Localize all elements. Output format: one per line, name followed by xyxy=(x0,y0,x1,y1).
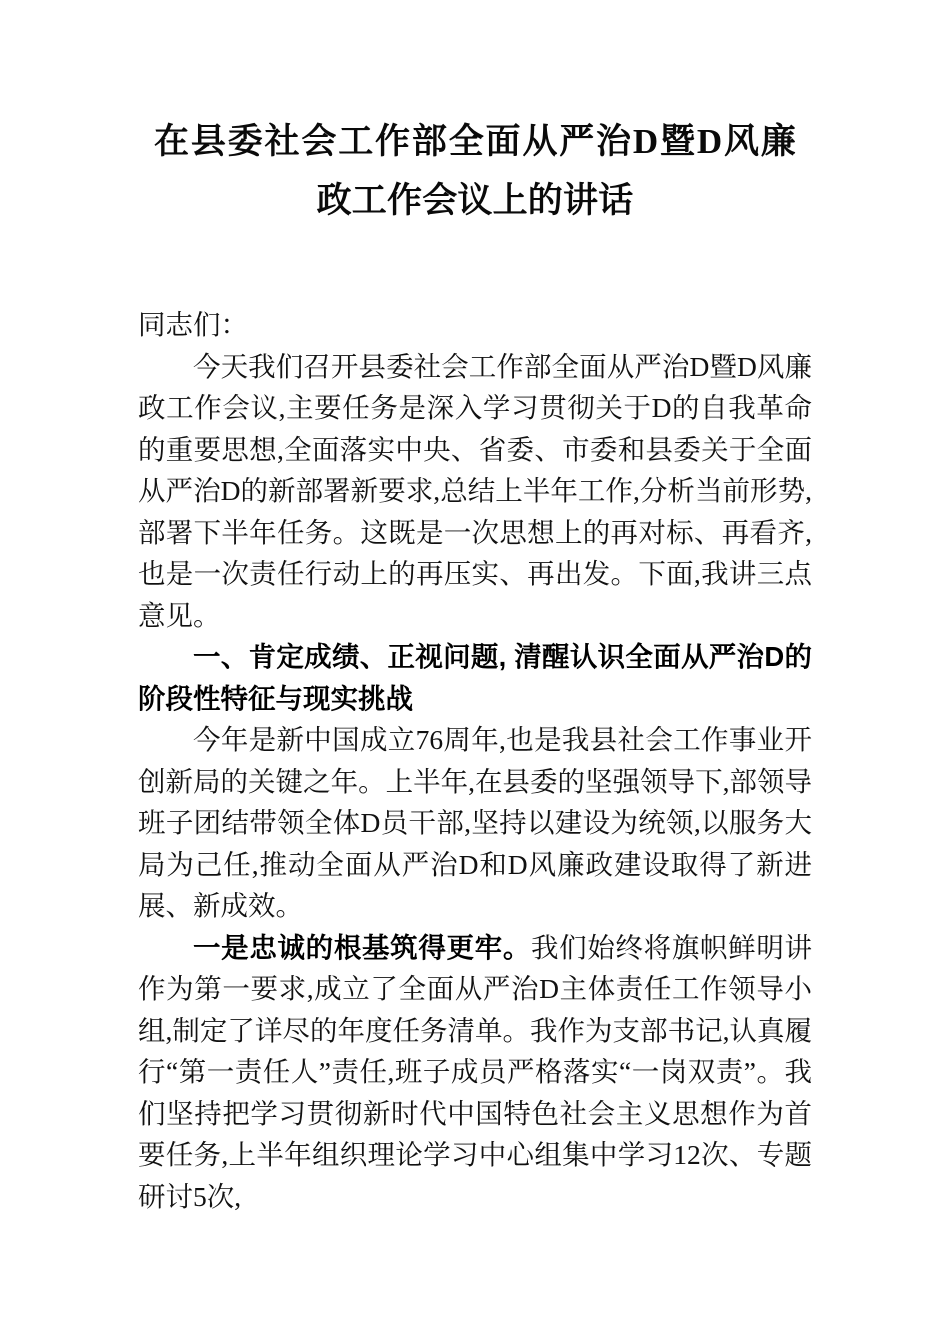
document-body xyxy=(138,304,812,1217)
point-one-lead-in: 一是忠诚的根基筑得更牢。 xyxy=(193,931,531,963)
document-title-line-1: 在县委社会工作部全面从严治D暨D风廉 xyxy=(154,122,796,161)
section-heading-one: 一、肯定成绩、正视问题, 清醒认识全面从严治D的阶段性特征与现实挑战 xyxy=(138,641,812,714)
paragraph-opening: 今天我们召开县委社会工作部全面从严治D暨D风廉政工作会议,主要任务是深入学习贯彻关于D的自我革命的重要思想,全面落实中央、省委、市委和县委关于全面从严治D的新部署新要求,总结上半年工作,分析当前形势,部署下半年任务。这既是一次思想上的再对标、再看齐,也是一次责任行动上的再压实、再出发。下面,我讲三点意见。 xyxy=(138,350,812,631)
content-column xyxy=(138,0,812,1217)
salutation: 同志们： xyxy=(138,309,248,340)
document-title-line-2: 政工作会议上的讲话 xyxy=(316,181,634,220)
document-title xyxy=(138,0,812,230)
point-one-text: 我们始终将旗帜鲜明讲作为第一要求,成立了全面从严治D主体责任工作领导小组,制定了详尽的年度任务清单。我作为支部书记,认真履行“第一责任人”责任,班子成员严格落实“一岗双责”。我们坚持把学习贯彻新时代中国特色社会主义思想作为首要任务,上半年组织理论学习中心组集中学习12次、专题研讨5次, xyxy=(138,931,812,1212)
paragraph-point-one xyxy=(138,927,812,1218)
paragraph-section-one-body: 今年是新中国成立76周年,也是我县社会工作事业开创新局的关键之年。上半年,在县委的坚强领导下,部领导班子团结带领全体D员干部,坚持以建设为统领,以服务大局为己任,推动全面从严治D和D风廉政建设取得了新进展、新成效。 xyxy=(138,724,812,921)
